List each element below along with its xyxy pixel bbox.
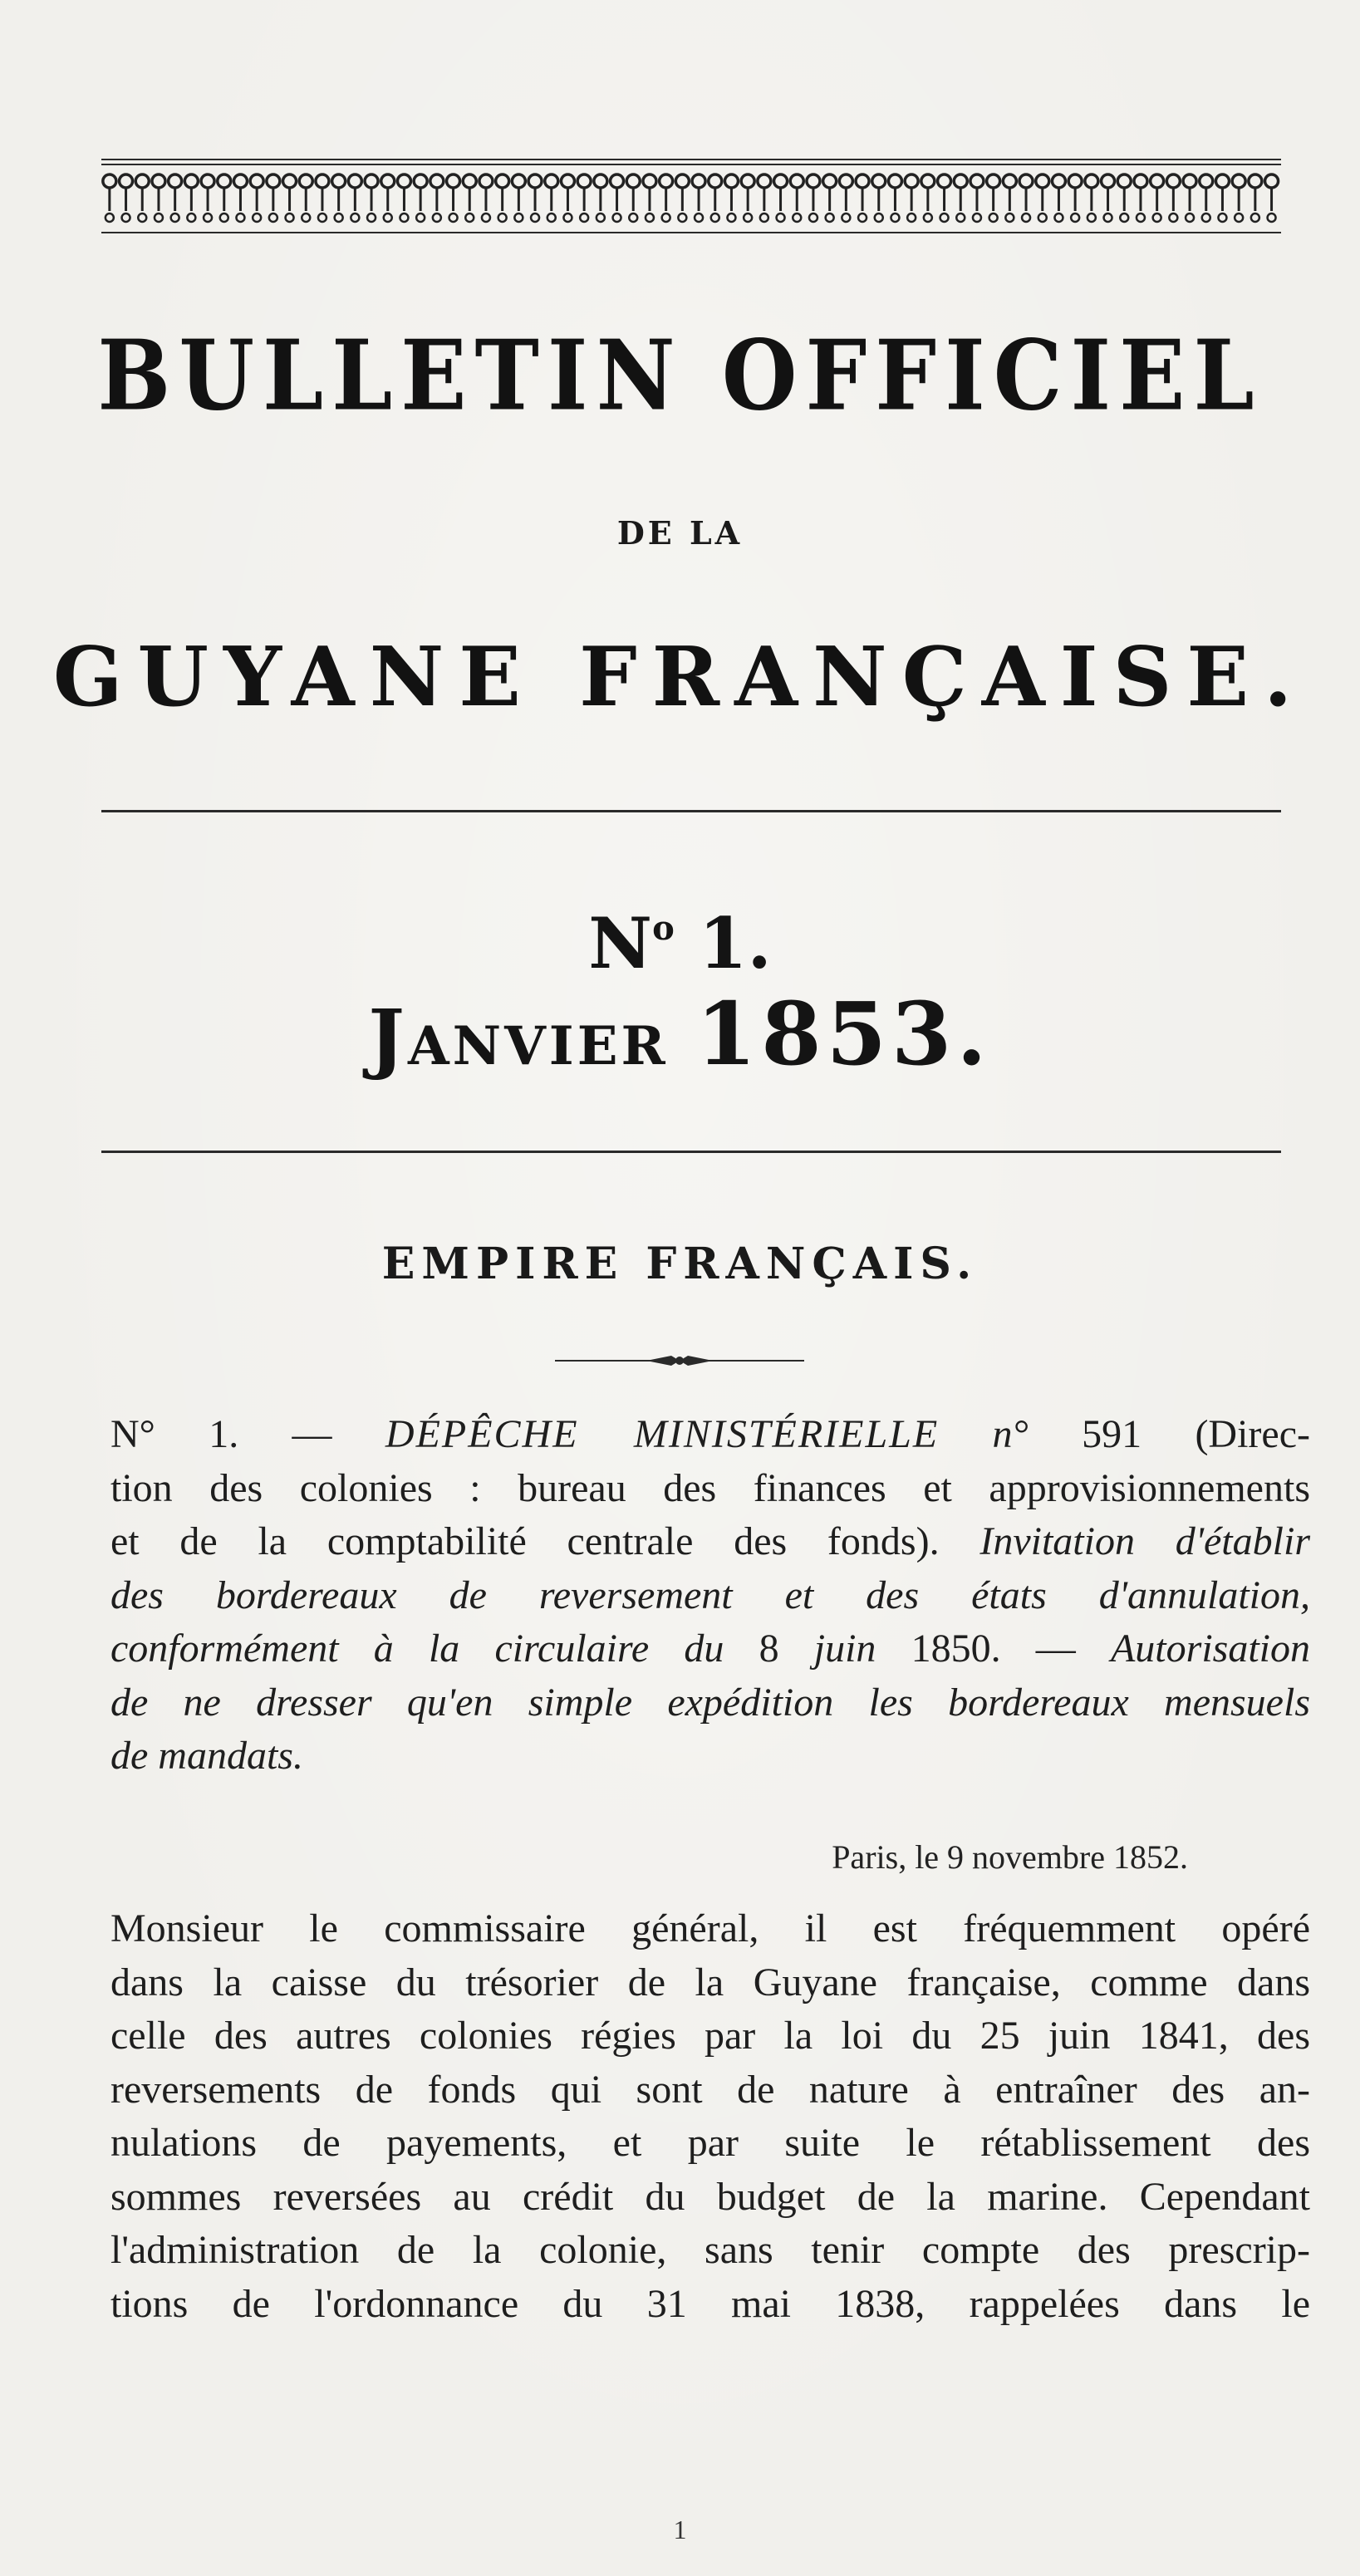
dispatch-paragraph [110,1902,1310,2331]
ornament-motif [348,174,361,222]
ornament-motif [218,174,231,222]
heading-line [110,1462,1310,1516]
ornament-motif [545,174,558,222]
ornament-motif [577,174,591,222]
heading-text: des bordereaux de reversement et des états d'annulation, [110,1573,1310,1617]
heading-text: tion des colonies : bureau des finances et approvisionnements [110,1465,1310,1510]
ornament-motif [1215,174,1229,222]
page-folio: 1 [673,2515,687,2544]
ornament-motif [856,174,869,222]
ornament-motif [758,174,771,222]
heading-line [110,1622,1310,1676]
ornament-motif [987,174,1000,222]
ornament-motif [267,174,280,222]
ornament-motif [479,174,493,222]
ornament-motif [561,174,574,222]
empire-heading: EMPIRE FRANÇAIS. [381,1239,979,1289]
bleed-through-texture [50,241,1329,294]
heading-text: de ne dresser qu'en simple expédition les bordereaux mensuels [110,1680,1310,1725]
ornament-motif [692,174,705,222]
month-rest: ANVIER [407,1015,669,1077]
ornament-motif [839,174,852,222]
bulletin-title: BULLETIN OFFICIEL [97,317,1263,433]
heading-line [110,1676,1310,1730]
ornament-motif [1052,174,1065,222]
ornament-motif [120,174,133,222]
heading-text: Invitation d'établir [979,1519,1310,1563]
paragraph-line: dans la caisse du trésorier de la Guyane française, comme dans [110,1960,1310,2004]
issue-number [0,889,1360,984]
dispatch-heading [110,1408,1310,1784]
ornament-motif [283,174,297,222]
ornament-motif [463,174,476,222]
heading-text: de mandats. [110,1734,303,1778]
ornament-motif [1151,174,1164,222]
ornament-motif [938,174,951,222]
issue-number-sup: o [652,909,675,948]
heading-text: N° 1. — [110,1412,385,1456]
ornament-motif [397,174,410,222]
ornament-motif [169,174,182,222]
ornament-motif [921,174,935,222]
ornament-row [103,174,1279,222]
ornament-motif [1003,174,1016,222]
ornament-motif [905,174,918,222]
ornament-motif [365,174,378,222]
paragraph-line: reversements de fonds qui sont de nature à entraîner des an- [110,2067,1310,2112]
ornament-motif [872,174,886,222]
ornament-motif [233,174,247,222]
heading-line [110,1730,1310,1784]
ornament-motif [1036,174,1049,222]
issue-date [0,983,1360,1088]
paragraph-line: sommes reversées au crédit du budget de la marine. Cependant [110,2174,1310,2219]
issue-number-value: 1. [674,902,772,984]
paragraph-line: tions de l'ordonnance du 31 mai 1838, rappelées dans le [110,2281,1310,2326]
ornament-motif [1183,174,1196,222]
ornament-motif [675,174,689,222]
ornamental-band [101,156,1281,239]
ornament-motif [724,174,738,222]
ornament-motif [1085,174,1098,222]
ornament-motif [1102,174,1115,222]
heading-text: juin [778,1627,911,1671]
paragraph-line: l'administration de la colonie, sans tenir compte des prescrip- [110,2228,1310,2272]
heading-text: conformément à la circulaire du [110,1627,759,1671]
ornament-motif [807,174,820,222]
ornament-motif [496,174,509,222]
ornament-motif [594,174,607,222]
ornament-motif [1117,174,1131,222]
ornament-motif [790,174,803,222]
heading-text: n° [939,1412,1083,1456]
heading-text: 1850. — [911,1627,1111,1671]
rule-top [101,810,1281,812]
ornament-motif [954,174,967,222]
paragraph-line: Monsieur le commissaire général, il est fréquemment opéré [110,1906,1310,1950]
paragraph-line: celle des autres colonies régies par la loi du 25 juin 1841, des [110,2014,1310,2058]
heading-line [110,1408,1310,1462]
rule-middle [101,1151,1281,1153]
ornament-motif [381,174,395,222]
ornament-motif [152,174,165,222]
ornament-motif [1019,174,1033,222]
ornament-motif [414,174,427,222]
ornament-motif [1249,174,1262,222]
ornament-motif [430,174,444,222]
heading-text: 591 (Direc- [1082,1412,1311,1456]
issue-year: 1853. [695,983,992,1085]
ornament-motif [316,174,329,222]
ornament-motif [1232,174,1245,222]
issue-number-prefix: N [588,902,653,984]
ornament-motif [332,174,346,222]
section-flourish [555,1351,804,1371]
ornament-motif [1166,174,1180,222]
heading-text: et de la comptabilité centrale des fonds). [110,1519,980,1563]
heading-line [110,1515,1310,1569]
ornament-motif [447,174,460,222]
ornament-motif [626,174,640,222]
ornament-motif [741,174,754,222]
heading-text: Autorisation [1110,1627,1311,1671]
ornament-motif [970,174,984,222]
ornament-motif [660,174,673,222]
subtitle-de-la: DE LA [616,514,744,552]
ornament-motif [201,174,214,222]
paragraph-line: nulations de payements, et par suite le rétablissement des [110,2121,1310,2165]
ornament-motif [611,174,624,222]
ornament-motif [1200,174,1213,222]
ornament-motif [643,174,656,222]
ornament-motif [1134,174,1147,222]
ornament-motif [299,174,312,222]
heading-text: DÉPÊCHE MINISTÉRIELLE [385,1412,940,1456]
ornament-motif [250,174,263,222]
ornament-motif [888,174,901,222]
ornament-motif [1265,174,1279,222]
colony-name: GUYANE FRANÇAISE. [52,630,1308,725]
ornament-motif [709,174,722,222]
ornament-motif [823,174,837,222]
ornament-motif [103,174,116,222]
ornament-motif [184,174,198,222]
dateline: Paris, le 9 novembre 1852. [832,1838,1188,1876]
ornament-motif [1068,174,1082,222]
ornament-motif [774,174,788,222]
ornament-motif [528,174,542,222]
heading-text: 8 [759,1627,779,1671]
heading-line [110,1569,1310,1623]
month-initial: J [368,993,408,1082]
ornament-motif [512,174,525,222]
ornament-motif [135,174,149,222]
